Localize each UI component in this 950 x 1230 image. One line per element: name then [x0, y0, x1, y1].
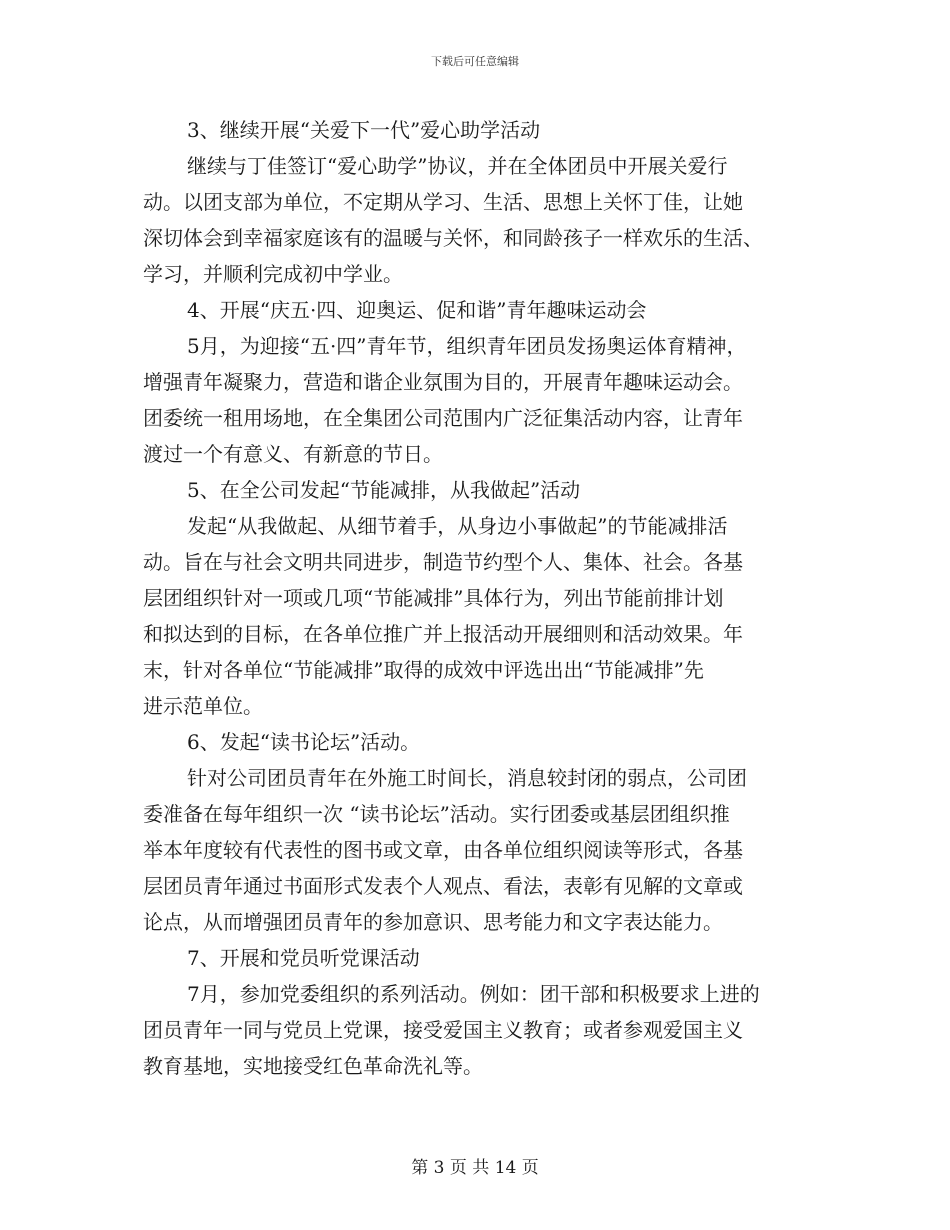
paragraph-line: 5月，为迎接“五·四”青年节，组织青年团员发扬奥运体育精神，	[187, 334, 747, 358]
paragraph-line: 动。以团支部为单位，不定期从学习、生活、思想上关怀丁佳，让她	[143, 190, 743, 214]
page-header-note: 下载后可任意编辑	[431, 55, 519, 68]
paragraph-line: 动。旨在与社会文明共同进步，制造节约型个人、集体、社会。各基	[143, 550, 743, 574]
section-heading-3: 3、继续开展“关爱下一代”爱心助学活动	[187, 118, 541, 142]
paragraph-line: 进示范单位。	[143, 694, 263, 718]
paragraph-line: 7月，参加党委组织的系列活动。例如：团干部和积极要求上进的	[187, 982, 760, 1006]
paragraph-line: 末，针对各单位“节能减排”取得的成效中评选出出“节能减排”先	[143, 658, 704, 682]
paragraph-line: 论点，从而增强团员青年的参加意识、思考能力和文字表达能力。	[143, 910, 723, 934]
paragraph-line: 教育基地，实地接受红色革命洗礼等。	[143, 1054, 483, 1078]
section-heading-5: 5、在全公司发起“节能减排，从我做起”活动	[187, 478, 581, 502]
paragraph-line: 学习，并顺利完成初中学业。	[143, 262, 403, 286]
paragraph-line: 深切体会到幸福家庭该有的温暖与关怀，和同龄孩子一样欢乐的生活、	[143, 226, 763, 250]
paragraph-line: 继续与丁佳签订“爱心助学”协议，并在全体团员中开展关爱行	[187, 154, 728, 178]
paragraph-line: 发起“从我做起、从细节着手，从身边小事做起”的节能减排活	[187, 514, 728, 538]
paragraph-line: 和拟达到的目标，在各单位推广并上报活动开展细则和活动效果。年	[143, 622, 743, 646]
paragraph-line: 渡过一个有意义、有新意的节日。	[143, 442, 443, 466]
paragraph-line: 层团员青年通过书面形式发表个人观点、看法，表彰有见解的文章或	[143, 874, 743, 898]
section-heading-4: 4、开展“庆五·四、迎奥运、促和谐”青年趣味运动会	[187, 298, 647, 322]
document-body	[143, 112, 823, 1084]
paragraph-line: 层团组织针对一项或几项“节能减排”具体行为，列出节能前排计划	[143, 586, 724, 610]
paragraph-line: 团员青年一同与党员上党课，接受爱国主义教育；或者参观爱国主义	[143, 1018, 743, 1042]
paragraph-line: 委准备在每年组织一次 “读书论坛”活动。实行团委或基层团组织推	[143, 802, 730, 826]
paragraph-line: 举本年度较有代表性的图书或文章，由各单位组织阅读等形式，各基	[143, 838, 743, 862]
section-heading-6: 6、发起“读书论坛”活动。	[187, 730, 421, 754]
section-heading-7: 7、开展和党员听党课活动	[187, 946, 420, 970]
paragraph-line: 团委统一租用场地，在全集团公司范围内广泛征集活动内容，让青年	[143, 406, 743, 430]
page-number-footer: 第 3 页 共 14 页	[411, 1158, 539, 1178]
paragraph-line: 针对公司团员青年在外施工时间长，消息较封闭的弱点，公司团	[187, 766, 747, 790]
paragraph-line: 增强青年凝聚力，营造和谐企业氛围为目的，开展青年趣味运动会。	[143, 370, 743, 394]
